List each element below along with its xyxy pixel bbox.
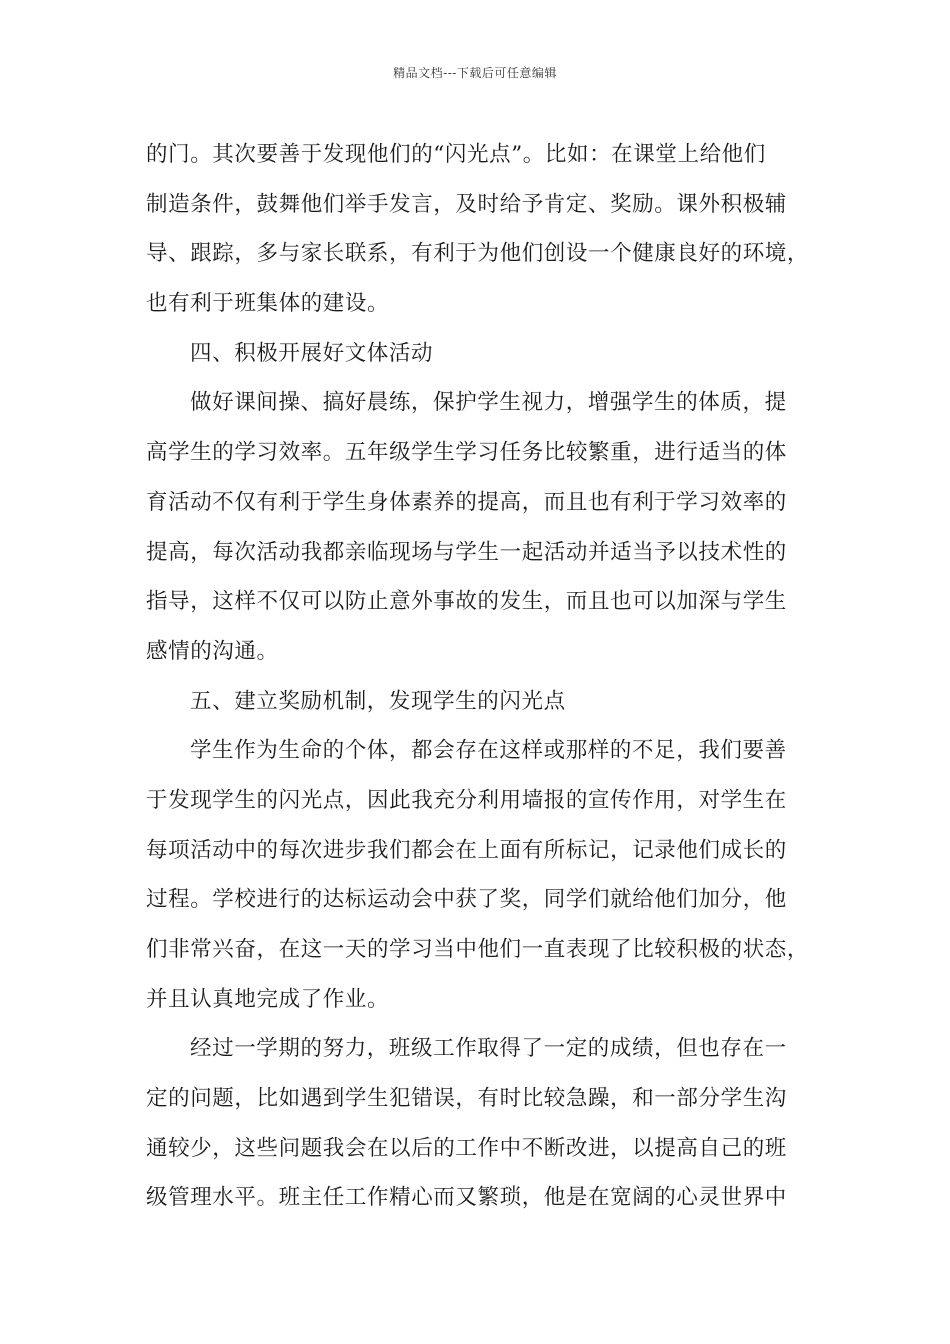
text-line: 感情的沟通。 (146, 638, 279, 664)
text-line: 也有利于班集体的建设。 (146, 291, 390, 317)
text-line: 导、跟踪，多与家长联系，有利于为他们创设一个健康良好的环境， (146, 241, 810, 267)
text-line: 的门。其次要善于发现他们的“闪光点”。比如：在课堂上给他们 (146, 142, 766, 167)
text-line: 学生作为生命的个体，都会存在这样或那样的不足，我们要善 (190, 738, 787, 764)
text-line: 做好课间操、搞好晨练，保护学生视力，增强学生的体质，提 (190, 390, 787, 416)
text-line: 五、建立奖励机制，发现学生的闪光点 (190, 688, 566, 714)
page-header: 精品文档---下载后可任意编辑 (393, 66, 557, 80)
document-body (146, 130, 826, 1223)
text-line: 定的问题，比如遇到学生犯错误，有时比较急躁，和一部分学生沟 (146, 1086, 787, 1112)
text-line: 过程。学校进行的达标运动会中获了奖，同学们就给他们加分，他 (146, 887, 787, 913)
text-line: 通较少，这些问题我会在以后的工作中不断改进，以提高自己的班 (146, 1135, 787, 1161)
text-line: 提高，每次活动我都亲临现场与学生一起活动并适当予以技术性的 (146, 539, 787, 565)
text-line: 经过一学期的努力，班级工作取得了一定的成绩，但也存在一 (190, 1036, 787, 1062)
text-line: 制造条件，鼓舞他们举手发言，及时给予肯定、奖励。课外积极辅 (146, 191, 787, 217)
text-line: 育活动不仅有利于学生身体素养的提高，而且也有利于学习效率的 (146, 489, 787, 515)
text-line: 指导，这样不仅可以防止意外事故的发生，而且也可以加深与学生 (146, 589, 787, 615)
text-line: 四、积极开展好文体活动 (190, 340, 434, 366)
text-line: 级管理水平。班主任工作精心而又繁琐，他是在宽阔的心灵世界中 (146, 1185, 787, 1211)
text-line: 并且认真地完成了作业。 (146, 986, 390, 1012)
text-line: 高学生的学习效率。五年级学生学习任务比较繁重，进行适当的体 (146, 440, 787, 466)
text-line: 们非常兴奋，在这一天的学习当中他们一直表现了比较积极的状态， (146, 937, 810, 962)
text-line: 于发现学生的闪光点，因此我充分利用墙报的宣传作用，对学生在 (146, 787, 787, 813)
text-line: 每项活动中的每次进步我们都会在上面有所标记，记录他们成长的 (146, 837, 787, 863)
